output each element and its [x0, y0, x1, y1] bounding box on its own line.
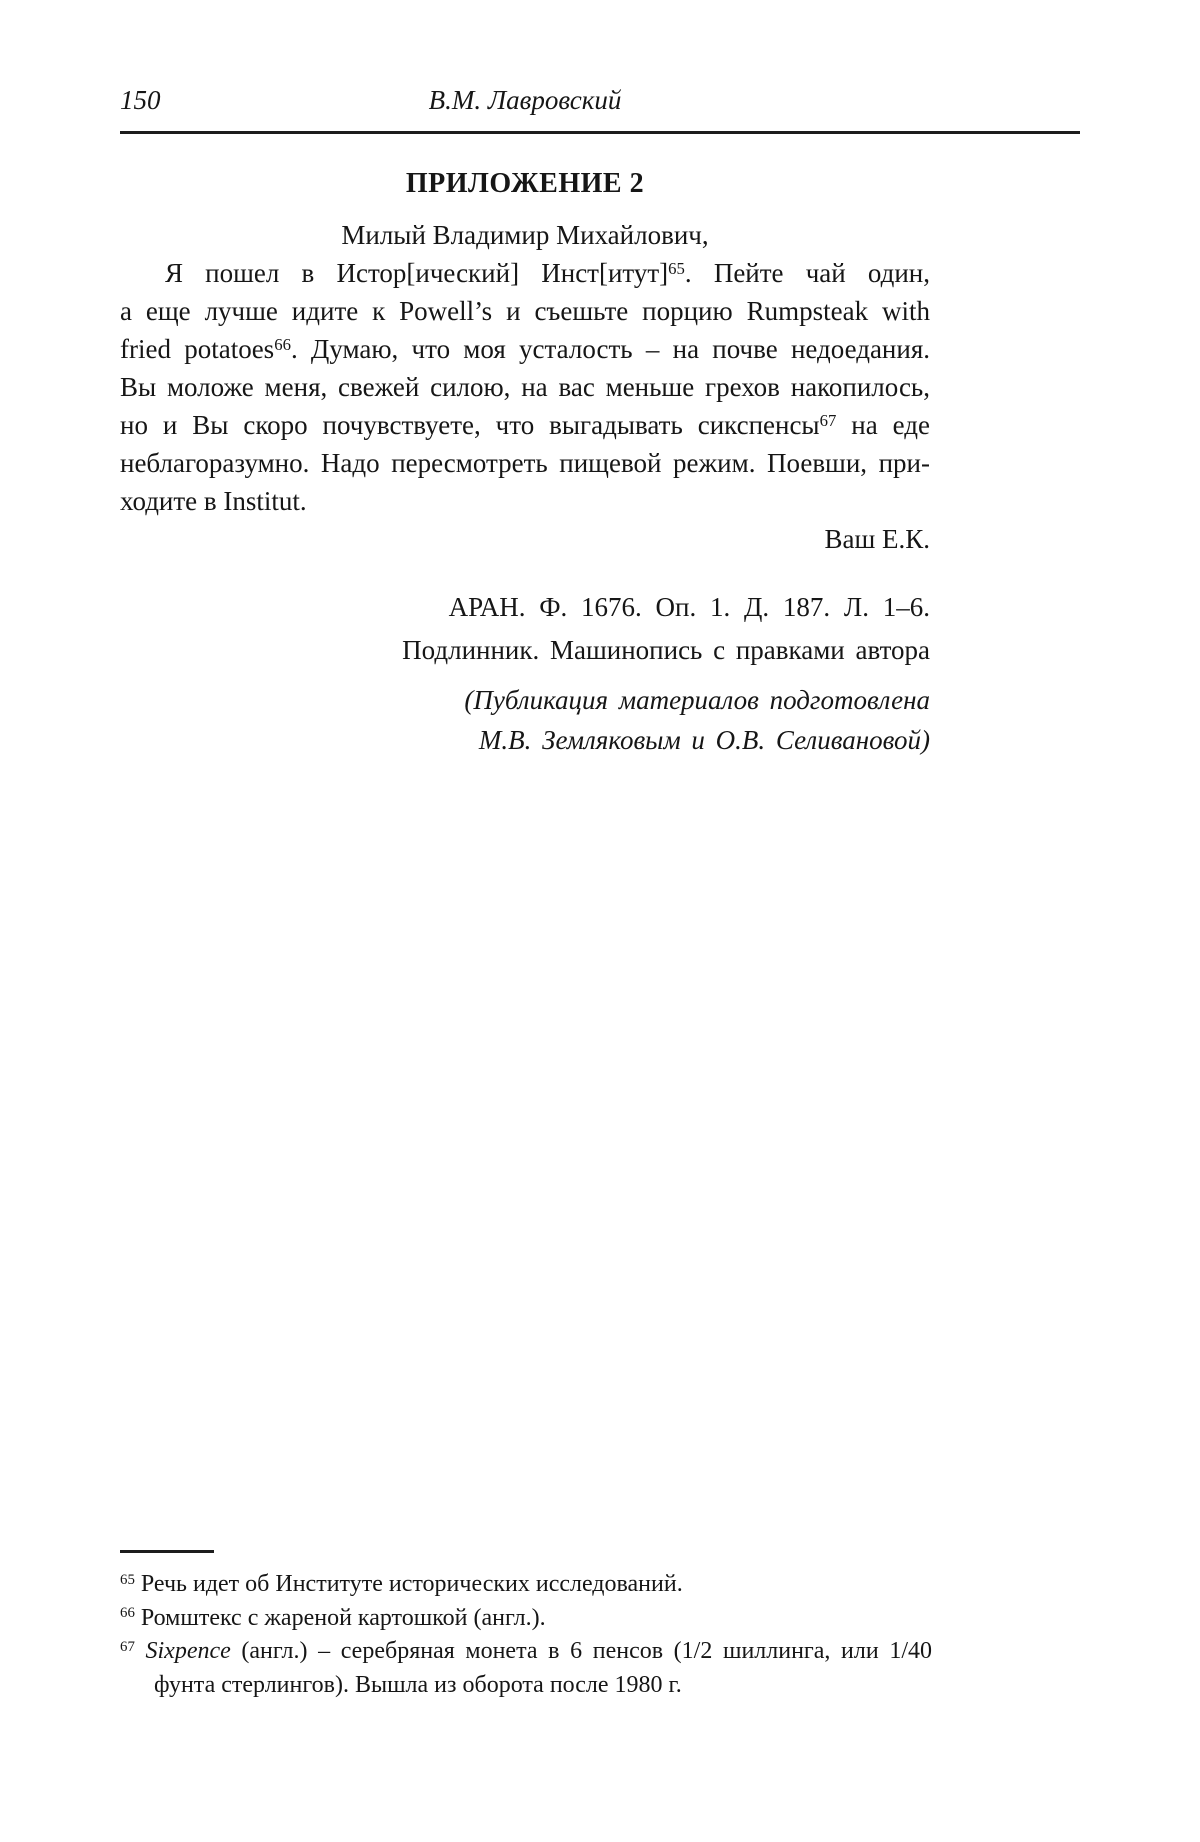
text-segment: на еде [836, 410, 930, 440]
letter-text-line [120, 368, 930, 406]
text-segment: неблагоразумно. Надо пересмотреть пищевой режим. Поевши, при- [120, 448, 930, 478]
text-segment: . Пейте чай один, [684, 258, 930, 288]
text-segment: а еще лучше идите к Powell’s и съешьте порцию Rumpsteak with [120, 296, 930, 326]
page-number: 150 [120, 85, 161, 115]
archive-reference: АРАН. Ф. 1676. Оп. 1. Д. 187. Л. 1–6. [448, 592, 930, 622]
text-segment: (англ.) – серебряная монета в 6 пенсов (1/2 шиллинга, или 1/40 фунта стерлингов). Вышла из оборота после 1980 г. [154, 1638, 932, 1698]
text-segment: Ромштекс с жареной картошкой (англ.). [134, 1604, 546, 1631]
letter-text-line [120, 330, 930, 368]
footnote-67 [120, 1635, 932, 1702]
text-segment: ходите в Institut. [120, 486, 307, 516]
text-segment: fried potatoes [120, 334, 275, 364]
footnote-section [120, 1550, 932, 1702]
letter-text-line [120, 406, 930, 444]
running-title: В.М. Лавровский [428, 85, 622, 115]
publication-note-line-2: М.В. Земляковым и О.В. Селивановой) [478, 725, 930, 755]
text-segment: Sixpence [145, 1638, 231, 1664]
footnote-marker-67: 67 [120, 1638, 135, 1655]
page-content [120, 134, 930, 760]
letter-body [120, 254, 930, 520]
text-segment: Речь идет об Институте исторических исследований. [134, 1571, 683, 1597]
letter-text-line [120, 254, 930, 292]
text-segment [135, 1638, 146, 1664]
footnote-marker-66: 66 [120, 1605, 135, 1622]
appendix-title: ПРИЛОЖЕНИЕ 2 [405, 168, 645, 199]
original-note: Подлинник. Машинопись с правками автора [402, 635, 930, 665]
source-block [120, 586, 930, 760]
footnote-marker-65: 65 [668, 258, 685, 278]
letter-text-line [120, 292, 930, 330]
footnote-marker-65: 65 [120, 1571, 135, 1588]
running-header [120, 85, 1080, 134]
letter-signature: Ваш Е.К. [824, 524, 930, 554]
text-segment: но и Вы скоро почувствуете, что выгадывать сикспенсы [120, 410, 820, 440]
letter-text-line [120, 444, 930, 482]
footnote-marker-66: 66 [274, 334, 291, 354]
text-segment: Я пошел в Истор[ический] Инст[итут] [165, 258, 669, 288]
letter-salutation: Милый Владимир Михайлович, [341, 220, 709, 250]
footnote-66 [120, 1602, 932, 1636]
footnote-marker-67: 67 [819, 410, 837, 430]
letter-text-line [120, 482, 930, 520]
footnote-65 [120, 1568, 932, 1602]
text-segment: Вы моложе меня, свежей силою, на вас меньше грехов накопилось, [120, 372, 930, 402]
publication-note-line-1: (Публикация материалов подготовлена [464, 685, 930, 715]
footnote-divider [120, 1550, 214, 1553]
text-segment: . Думаю, что моя усталость – на почве недоедания. [290, 334, 931, 364]
